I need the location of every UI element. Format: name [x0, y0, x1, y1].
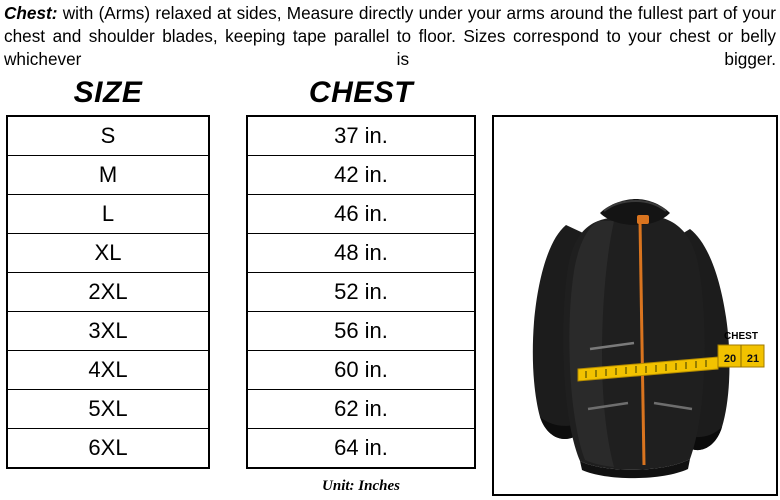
size-cell: S — [7, 116, 209, 156]
header-size: SIZE — [73, 76, 143, 109]
unit-note: Unit: Inches — [322, 478, 400, 494]
size-cell: XL — [7, 234, 209, 273]
jacket-illustration — [494, 117, 772, 490]
table-row — [247, 116, 475, 156]
size-cell: L — [7, 195, 209, 234]
table-row — [7, 156, 209, 195]
table-row — [247, 195, 475, 234]
chest-cell: 42 in. — [247, 156, 475, 195]
table-row — [7, 195, 209, 234]
chest-cell: 52 in. — [247, 273, 475, 312]
tape-mark-21: 21 — [746, 353, 760, 365]
size-table — [6, 115, 210, 469]
tape-label: CHEST — [724, 331, 758, 342]
size-cell: 3XL — [7, 312, 209, 351]
size-cell: M — [7, 156, 209, 195]
intro-paragraph — [4, 2, 776, 71]
table-row — [7, 234, 209, 273]
chest-cell: 60 in. — [247, 351, 475, 390]
table-row — [7, 273, 209, 312]
table-row — [247, 312, 475, 351]
table-row — [7, 390, 209, 429]
jacket-illustration-panel — [492, 115, 778, 496]
header-chest: CHEST — [308, 76, 414, 109]
intro-text: with (Arms) relaxed at sides, Measure directly under your arms around the fullest part of your chest and shoulder blades, keeping tape parallel to floor. Sizes correspond to your chest or belly whichever is bigger. — [4, 3, 776, 69]
column-headers — [0, 76, 780, 110]
table-row — [7, 312, 209, 351]
tape-end — [718, 331, 764, 367]
table-row — [247, 351, 475, 390]
table-row — [247, 273, 475, 312]
tape-mark-20: 20 — [723, 353, 737, 365]
size-cell: 6XL — [7, 429, 209, 469]
collar-tab — [637, 215, 649, 224]
intro-lead: Chest: — [4, 3, 58, 23]
table-row — [7, 429, 209, 469]
chest-cell: 64 in. — [247, 429, 475, 469]
chest-cell: 56 in. — [247, 312, 475, 351]
size-cell: 2XL — [7, 273, 209, 312]
table-row — [247, 234, 475, 273]
chest-cell: 46 in. — [247, 195, 475, 234]
chest-cell: 37 in. — [247, 116, 475, 156]
size-cell: 5XL — [7, 390, 209, 429]
chest-cell: 48 in. — [247, 234, 475, 273]
chest-table — [246, 115, 476, 469]
table-row — [7, 116, 209, 156]
table-row — [7, 351, 209, 390]
table-row — [247, 390, 475, 429]
table-row — [247, 156, 475, 195]
size-cell: 4XL — [7, 351, 209, 390]
chest-cell: 62 in. — [247, 390, 475, 429]
table-row — [247, 429, 475, 469]
